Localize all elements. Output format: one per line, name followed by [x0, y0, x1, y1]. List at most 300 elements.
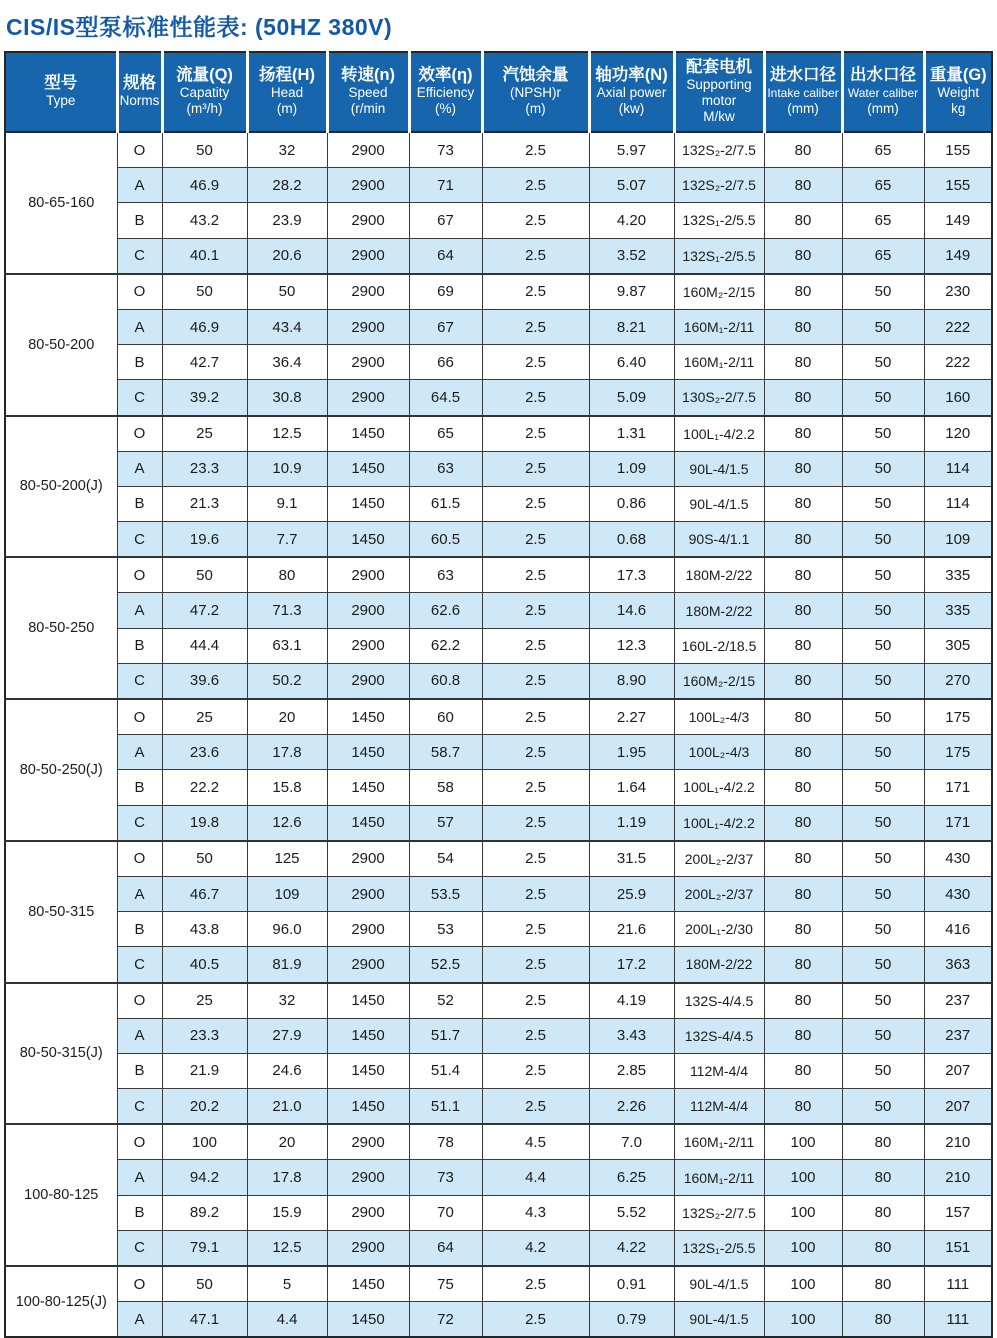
speed-cell: 2900 [327, 168, 409, 203]
table-header [5, 52, 992, 132]
water-caliber-cell: 80 [842, 1266, 924, 1302]
motor-cell: 160M₁-2/11 [674, 345, 764, 380]
motor-cell: 112M-4/4 [674, 1053, 764, 1088]
norm-cell: C [117, 1230, 162, 1266]
npsh-cell: 2.5 [482, 912, 589, 947]
header-label-zh: 型号 [44, 74, 78, 92]
npsh-cell: 2.5 [482, 345, 589, 380]
intake-caliber-cell: 80 [764, 770, 842, 805]
motor-cell: 132S-4/4.5 [674, 983, 764, 1019]
weight-cell: 155 [924, 132, 992, 168]
weight-cell: 157 [924, 1195, 992, 1230]
head-cell: 28.2 [247, 168, 327, 203]
table-row [5, 522, 992, 558]
weight-cell: 416 [924, 912, 992, 947]
weight-cell: 237 [924, 1018, 992, 1053]
header-row [5, 52, 992, 132]
col-header-weight [924, 52, 992, 132]
npsh-cell: 2.5 [482, 663, 589, 699]
capacity-cell: 21.3 [162, 486, 247, 521]
header-label-en: kg [951, 101, 966, 116]
intake-caliber-cell: 80 [764, 345, 842, 380]
axial-power-cell: 8.90 [589, 663, 674, 699]
efficiency-cell: 67 [409, 203, 482, 238]
efficiency-cell: 64.5 [409, 380, 482, 416]
table-row [5, 983, 992, 1019]
table-row [5, 1124, 992, 1160]
table-row [5, 1053, 992, 1088]
water-caliber-cell: 50 [842, 770, 924, 805]
intake-caliber-cell: 80 [764, 132, 842, 168]
capacity-cell: 46.7 [162, 876, 247, 911]
npsh-cell: 4.4 [482, 1160, 589, 1195]
weight-cell: 120 [924, 416, 992, 452]
water-caliber-cell: 80 [842, 1302, 924, 1338]
table-row [5, 912, 992, 947]
table-row [5, 1266, 992, 1302]
efficiency-cell: 75 [409, 1266, 482, 1302]
intake-caliber-cell: 80 [764, 628, 842, 663]
motor-cell: 200L₂-2/37 [674, 841, 764, 877]
water-caliber-cell: 50 [842, 628, 924, 663]
table-row [5, 841, 992, 877]
speed-cell: 1450 [327, 1266, 409, 1302]
motor-cell: 160L-2/18.5 [674, 628, 764, 663]
header-label-zh: 规格 [123, 74, 156, 92]
efficiency-cell: 64 [409, 238, 482, 274]
efficiency-cell: 51.4 [409, 1053, 482, 1088]
header-label-en: (r/min [350, 101, 386, 116]
capacity-cell: 23.3 [162, 1018, 247, 1053]
col-header-water-caliber [842, 52, 924, 132]
capacity-cell: 47.2 [162, 593, 247, 628]
axial-power-cell: 3.43 [589, 1018, 674, 1053]
table-row [5, 1160, 992, 1195]
header-label-zh: 配套电机 [686, 58, 752, 76]
table-row [5, 132, 992, 168]
water-caliber-cell: 65 [842, 132, 924, 168]
head-cell: 109 [247, 876, 327, 911]
capacity-cell: 50 [162, 557, 247, 593]
efficiency-cell: 54 [409, 841, 482, 877]
capacity-cell: 20.2 [162, 1089, 247, 1125]
head-cell: 9.1 [247, 486, 327, 521]
weight-cell: 149 [924, 203, 992, 238]
weight-cell: 160 [924, 380, 992, 416]
weight-cell: 207 [924, 1053, 992, 1088]
norm-cell: A [117, 876, 162, 911]
norm-cell: B [117, 486, 162, 521]
speed-cell: 2900 [327, 912, 409, 947]
model-cell: 80-50-315 [5, 841, 117, 983]
weight-cell: 171 [924, 770, 992, 805]
weight-cell: 210 [924, 1124, 992, 1160]
motor-cell: 180M-2/22 [674, 557, 764, 593]
speed-cell: 2900 [327, 1230, 409, 1266]
header-label-zh: 流量(Q) [176, 66, 233, 84]
speed-cell: 2900 [327, 203, 409, 238]
header-label-en: Head [270, 85, 304, 100]
weight-cell: 109 [924, 522, 992, 558]
weight-cell: 155 [924, 168, 992, 203]
speed-cell: 1450 [327, 1089, 409, 1125]
npsh-cell: 2.5 [482, 132, 589, 168]
intake-caliber-cell: 80 [764, 380, 842, 416]
motor-cell: 132S₂-2/7.5 [674, 168, 764, 203]
speed-cell: 2900 [327, 238, 409, 274]
header-label-en: Water caliber [847, 86, 919, 100]
water-caliber-cell: 50 [842, 345, 924, 380]
norm-cell: O [117, 983, 162, 1019]
model-cell: 80-50-250(J) [5, 699, 117, 841]
norm-cell: C [117, 663, 162, 699]
table-row [5, 451, 992, 486]
capacity-cell: 50 [162, 1266, 247, 1302]
axial-power-cell: 7.0 [589, 1124, 674, 1160]
water-caliber-cell: 50 [842, 983, 924, 1019]
motor-cell: 132S₂-2/7.5 [674, 1195, 764, 1230]
npsh-cell: 4.3 [482, 1195, 589, 1230]
water-caliber-cell: 50 [842, 486, 924, 521]
npsh-cell: 2.5 [482, 983, 589, 1019]
axial-power-cell: 31.5 [589, 841, 674, 877]
header-label-zh: 轴功率(N) [595, 66, 668, 84]
header-label-zh: 扬程(H) [259, 66, 315, 84]
water-caliber-cell: 50 [842, 735, 924, 770]
speed-cell: 1450 [327, 699, 409, 735]
speed-cell: 1450 [327, 451, 409, 486]
npsh-cell: 2.5 [482, 380, 589, 416]
motor-cell: 132S₁-2/5.5 [674, 203, 764, 238]
weight-cell: 171 [924, 805, 992, 841]
table-row [5, 1230, 992, 1266]
efficiency-cell: 71 [409, 168, 482, 203]
npsh-cell: 2.5 [482, 947, 589, 983]
axial-power-cell: 2.26 [589, 1089, 674, 1125]
speed-cell: 2900 [327, 309, 409, 344]
speed-cell: 1450 [327, 735, 409, 770]
speed-cell: 1450 [327, 1018, 409, 1053]
speed-cell: 2900 [327, 663, 409, 699]
efficiency-cell: 63 [409, 451, 482, 486]
capacity-cell: 21.9 [162, 1053, 247, 1088]
norm-cell: A [117, 451, 162, 486]
axial-power-cell: 4.22 [589, 1230, 674, 1266]
norm-cell: A [117, 1160, 162, 1195]
capacity-cell: 43.2 [162, 203, 247, 238]
efficiency-cell: 78 [409, 1124, 482, 1160]
speed-cell: 1450 [327, 983, 409, 1019]
head-cell: 96.0 [247, 912, 327, 947]
norm-cell: B [117, 345, 162, 380]
water-caliber-cell: 80 [842, 1195, 924, 1230]
weight-cell: 111 [924, 1266, 992, 1302]
norm-cell: C [117, 522, 162, 558]
motor-cell: 90L-4/1.5 [674, 1266, 764, 1302]
table-row [5, 238, 992, 274]
weight-cell: 149 [924, 238, 992, 274]
capacity-cell: 23.6 [162, 735, 247, 770]
norm-cell: B [117, 770, 162, 805]
norm-cell: O [117, 1266, 162, 1302]
col-header-npsh [482, 52, 589, 132]
intake-caliber-cell: 80 [764, 168, 842, 203]
efficiency-cell: 51.1 [409, 1089, 482, 1125]
intake-caliber-cell: 80 [764, 557, 842, 593]
water-caliber-cell: 50 [842, 947, 924, 983]
motor-cell: 180M-2/22 [674, 947, 764, 983]
speed-cell: 2900 [327, 876, 409, 911]
header-label-en: (mm) [867, 101, 899, 116]
capacity-cell: 25 [162, 699, 247, 735]
col-header-capacity [162, 52, 247, 132]
table-row [5, 557, 992, 593]
table-row [5, 274, 992, 310]
axial-power-cell: 21.6 [589, 912, 674, 947]
capacity-cell: 39.2 [162, 380, 247, 416]
water-caliber-cell: 80 [842, 1124, 924, 1160]
npsh-cell: 4.2 [482, 1230, 589, 1266]
col-header-axial-power [589, 52, 674, 132]
table-row [5, 1018, 992, 1053]
water-caliber-cell: 50 [842, 699, 924, 735]
water-caliber-cell: 50 [842, 593, 924, 628]
motor-cell: 160M₁-2/11 [674, 1160, 764, 1195]
model-cell: 80-50-200(J) [5, 416, 117, 558]
intake-caliber-cell: 80 [764, 841, 842, 877]
efficiency-cell: 61.5 [409, 486, 482, 521]
motor-cell: 90L-4/1.5 [674, 1302, 764, 1338]
pump-performance-table [4, 51, 993, 1338]
npsh-cell: 2.5 [482, 1266, 589, 1302]
table-row [5, 663, 992, 699]
table-row [5, 770, 992, 805]
efficiency-cell: 58.7 [409, 735, 482, 770]
motor-cell: 132S₂-2/7.5 [674, 132, 764, 168]
header-label-zh: 重量(G) [929, 66, 987, 84]
table-row [5, 699, 992, 735]
axial-power-cell: 17.2 [589, 947, 674, 983]
water-caliber-cell: 50 [842, 416, 924, 452]
efficiency-cell: 72 [409, 1302, 482, 1338]
motor-cell: 160M₁-2/11 [674, 1124, 764, 1160]
axial-power-cell: 1.09 [589, 451, 674, 486]
header-label-en: (kw) [618, 101, 645, 116]
axial-power-cell: 2.27 [589, 699, 674, 735]
head-cell: 32 [247, 132, 327, 168]
speed-cell: 2900 [327, 274, 409, 310]
npsh-cell: 2.5 [482, 1018, 589, 1053]
capacity-cell: 50 [162, 841, 247, 877]
weight-cell: 114 [924, 486, 992, 521]
header-label-en: Weight [937, 85, 980, 100]
speed-cell: 2900 [327, 557, 409, 593]
head-cell: 20.6 [247, 238, 327, 274]
head-cell: 36.4 [247, 345, 327, 380]
efficiency-cell: 62.2 [409, 628, 482, 663]
head-cell: 4.4 [247, 1302, 327, 1338]
header-label-zh: 汽蚀余量 [502, 66, 569, 84]
head-cell: 7.7 [247, 522, 327, 558]
efficiency-cell: 57 [409, 805, 482, 841]
head-cell: 12.5 [247, 416, 327, 452]
intake-caliber-cell: 80 [764, 274, 842, 310]
speed-cell: 1450 [327, 1302, 409, 1338]
water-caliber-cell: 50 [842, 1053, 924, 1088]
water-caliber-cell: 50 [842, 380, 924, 416]
model-cell: 100-80-125(J) [5, 1266, 117, 1337]
norm-cell: C [117, 947, 162, 983]
head-cell: 20 [247, 699, 327, 735]
capacity-cell: 19.8 [162, 805, 247, 841]
water-caliber-cell: 50 [842, 876, 924, 911]
capacity-cell: 40.5 [162, 947, 247, 983]
head-cell: 43.4 [247, 309, 327, 344]
norm-cell: A [117, 1018, 162, 1053]
intake-caliber-cell: 100 [764, 1195, 842, 1230]
header-label-en: (m) [276, 101, 298, 116]
npsh-cell: 4.5 [482, 1124, 589, 1160]
speed-cell: 2900 [327, 841, 409, 877]
npsh-cell: 2.5 [482, 876, 589, 911]
npsh-cell: 2.5 [482, 203, 589, 238]
intake-caliber-cell: 80 [764, 735, 842, 770]
intake-caliber-cell: 80 [764, 203, 842, 238]
intake-caliber-cell: 100 [764, 1302, 842, 1338]
intake-caliber-cell: 80 [764, 876, 842, 911]
norm-cell: O [117, 274, 162, 310]
speed-cell: 1450 [327, 486, 409, 521]
npsh-cell: 2.5 [482, 486, 589, 521]
water-caliber-cell: 65 [842, 238, 924, 274]
npsh-cell: 2.5 [482, 699, 589, 735]
motor-cell: 200L₁-2/30 [674, 912, 764, 947]
col-header-motor [674, 52, 764, 132]
efficiency-cell: 60.5 [409, 522, 482, 558]
norm-cell: O [117, 416, 162, 452]
axial-power-cell: 9.87 [589, 274, 674, 310]
norm-cell: A [117, 309, 162, 344]
weight-cell: 222 [924, 345, 992, 380]
head-cell: 63.1 [247, 628, 327, 663]
speed-cell: 2900 [327, 1195, 409, 1230]
capacity-cell: 100 [162, 1124, 247, 1160]
head-cell: 27.9 [247, 1018, 327, 1053]
model-cell: 80-50-250 [5, 557, 117, 699]
motor-cell: 100L₁-4/2.2 [674, 416, 764, 452]
efficiency-cell: 67 [409, 309, 482, 344]
efficiency-cell: 53 [409, 912, 482, 947]
weight-cell: 430 [924, 841, 992, 877]
efficiency-cell: 52.5 [409, 947, 482, 983]
intake-caliber-cell: 80 [764, 912, 842, 947]
intake-caliber-cell: 100 [764, 1266, 842, 1302]
efficiency-cell: 73 [409, 132, 482, 168]
header-label-en: (%) [435, 101, 456, 116]
header-label-en: (mm) [787, 101, 819, 116]
npsh-cell: 2.5 [482, 416, 589, 452]
capacity-cell: 89.2 [162, 1195, 247, 1230]
head-cell: 23.9 [247, 203, 327, 238]
motor-cell: 112M-4/4 [674, 1089, 764, 1125]
intake-caliber-cell: 80 [764, 947, 842, 983]
npsh-cell: 2.5 [482, 805, 589, 841]
model-cell: 80-50-200 [5, 274, 117, 416]
motor-cell: 132S-4/4.5 [674, 1018, 764, 1053]
water-caliber-cell: 80 [842, 1230, 924, 1266]
efficiency-cell: 51.7 [409, 1018, 482, 1053]
intake-caliber-cell: 80 [764, 699, 842, 735]
intake-caliber-cell: 80 [764, 593, 842, 628]
header-label-en: Efficiency [416, 85, 475, 100]
water-caliber-cell: 65 [842, 168, 924, 203]
norm-cell: B [117, 1053, 162, 1088]
npsh-cell: 2.5 [482, 238, 589, 274]
head-cell: 21.0 [247, 1089, 327, 1125]
axial-power-cell: 6.40 [589, 345, 674, 380]
axial-power-cell: 5.09 [589, 380, 674, 416]
motor-cell: 200L₂-2/37 [674, 876, 764, 911]
capacity-cell: 42.7 [162, 345, 247, 380]
norm-cell: C [117, 238, 162, 274]
axial-power-cell: 4.20 [589, 203, 674, 238]
motor-cell: 130S₂-2/7.5 [674, 380, 764, 416]
motor-cell: 90S-4/1.1 [674, 522, 764, 558]
intake-caliber-cell: 80 [764, 805, 842, 841]
head-cell: 30.8 [247, 380, 327, 416]
efficiency-cell: 53.5 [409, 876, 482, 911]
axial-power-cell: 1.64 [589, 770, 674, 805]
speed-cell: 1450 [327, 522, 409, 558]
axial-power-cell: 5.52 [589, 1195, 674, 1230]
npsh-cell: 2.5 [482, 168, 589, 203]
motor-cell: 160M₂-2/15 [674, 663, 764, 699]
weight-cell: 210 [924, 1160, 992, 1195]
capacity-cell: 25 [162, 416, 247, 452]
header-label-zh: 进水口径 [770, 66, 836, 84]
capacity-cell: 94.2 [162, 1160, 247, 1195]
header-label-en: Axial power [596, 85, 667, 100]
weight-cell: 335 [924, 593, 992, 628]
norm-cell: C [117, 380, 162, 416]
intake-caliber-cell: 80 [764, 522, 842, 558]
weight-cell: 270 [924, 663, 992, 699]
efficiency-cell: 73 [409, 1160, 482, 1195]
capacity-cell: 23.3 [162, 451, 247, 486]
efficiency-cell: 60.8 [409, 663, 482, 699]
table-row [5, 735, 992, 770]
head-cell: 20 [247, 1124, 327, 1160]
motor-cell: 132S₁-2/5.5 [674, 1230, 764, 1266]
head-cell: 12.6 [247, 805, 327, 841]
speed-cell: 1450 [327, 770, 409, 805]
table-row [5, 593, 992, 628]
norm-cell: B [117, 912, 162, 947]
head-cell: 10.9 [247, 451, 327, 486]
speed-cell: 2900 [327, 345, 409, 380]
head-cell: 15.9 [247, 1195, 327, 1230]
npsh-cell: 2.5 [482, 593, 589, 628]
norm-cell: B [117, 628, 162, 663]
capacity-cell: 44.4 [162, 628, 247, 663]
speed-cell: 2900 [327, 1160, 409, 1195]
col-header-type [5, 52, 117, 132]
norm-cell: C [117, 805, 162, 841]
capacity-cell: 43.8 [162, 912, 247, 947]
weight-cell: 207 [924, 1089, 992, 1125]
motor-cell: 180M-2/22 [674, 593, 764, 628]
table-row [5, 380, 992, 416]
